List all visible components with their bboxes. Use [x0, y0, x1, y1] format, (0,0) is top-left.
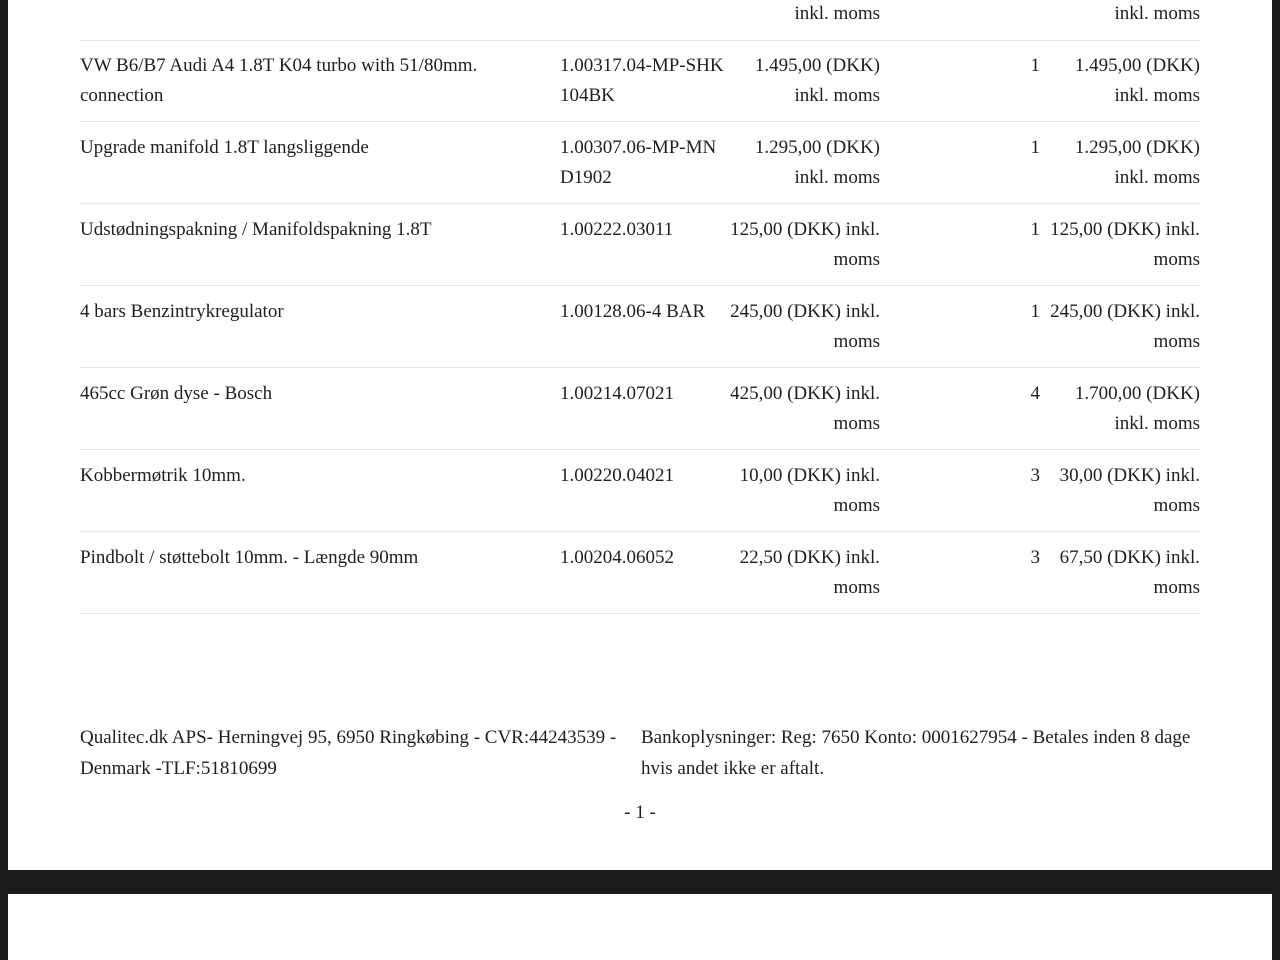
item-quantity: 1 [880, 286, 1040, 368]
item-quantity: 1 [880, 204, 1040, 286]
item-name: VW B6/B7 Audi A4 1.8T K04 turbo with 51/80mm. connection [80, 40, 560, 122]
item-price: 245,00 (DKK) inkl. moms [725, 286, 880, 368]
item-name: Kobbermøtrik 10mm. [80, 450, 560, 532]
item-price: 22,50 (DKK) inkl. moms [725, 532, 880, 614]
bank-info: Bankoplysninger: Reg: 7650 Konto: 0001627954 - Betales inden 8 dage hvis andet ikke er aftalt. [641, 727, 1191, 779]
item-total: 1.295,00 (DKK) inkl. moms [1040, 122, 1200, 204]
item-total: 30,00 (DKK) inkl. moms [1040, 450, 1200, 532]
item-name: 4 bars Benzintrykregulator [80, 286, 560, 368]
item-price: 425,00 (DKK) inkl. moms [725, 368, 880, 450]
partial-row-price-suffix: inkl. moms [794, 3, 880, 24]
item-name: 465cc Grøn dyse - Bosch [80, 368, 560, 450]
item-quantity: 3 [880, 532, 1040, 614]
item-quantity: 1 [880, 122, 1040, 204]
item-quantity: 1 [880, 40, 1040, 122]
table-row [80, 532, 1200, 614]
table-row [80, 204, 1200, 286]
company-info: Qualitec.dk APS- Herningvej 95, 6950 Ringkøbing - CVR:44243539 - Denmark -TLF:51810699 [80, 727, 617, 779]
item-sku: 1.00222.03011 [560, 204, 725, 286]
item-quantity: 4 [880, 368, 1040, 450]
item-price: 10,00 (DKK) inkl. moms [725, 450, 880, 532]
item-name: Pindbolt / støttebolt 10mm. - Længde 90mm [80, 532, 560, 614]
item-sku: 1.00128.06-4 BAR [560, 286, 725, 368]
partial-item-row [80, 0, 1200, 41]
item-quantity: 3 [880, 450, 1040, 532]
next-document-page [8, 894, 1272, 960]
table-row [80, 40, 1200, 122]
item-price: 1.495,00 (DKK) inkl. moms [725, 40, 880, 122]
item-price: 1.295,00 (DKK) inkl. moms [725, 122, 880, 204]
item-total: 1.700,00 (DKK) inkl. moms [1040, 368, 1200, 450]
item-sku: 1.00317.04-MP-SHK104BK [560, 40, 725, 122]
item-total: 245,00 (DKK) inkl. moms [1040, 286, 1200, 368]
table-row [80, 122, 1200, 204]
item-name: Udstødningspakning / Manifoldspakning 1.8T [80, 204, 560, 286]
partial-row-total-suffix: inkl. moms [1114, 3, 1200, 24]
table-row [80, 286, 1200, 368]
document-page [8, 0, 1272, 870]
item-total: 67,50 (DKK) inkl. moms [1040, 532, 1200, 614]
item-name: Upgrade manifold 1.8T langsliggende [80, 122, 560, 204]
page-number: - 1 - [624, 802, 656, 823]
item-sku: 1.00214.07021 [560, 368, 725, 450]
item-total: 125,00 (DKK) inkl. moms [1040, 204, 1200, 286]
item-total: 1.495,00 (DKK) inkl. moms [1040, 40, 1200, 122]
table-row [80, 450, 1200, 532]
order-items-table [80, 40, 1200, 614]
item-price: 125,00 (DKK) inkl. moms [725, 204, 880, 286]
item-sku: 1.00307.06-MP-MND1902 [560, 122, 725, 204]
item-sku: 1.00204.06052 [560, 532, 725, 614]
item-sku: 1.00220.04021 [560, 450, 725, 532]
table-row [80, 368, 1200, 450]
